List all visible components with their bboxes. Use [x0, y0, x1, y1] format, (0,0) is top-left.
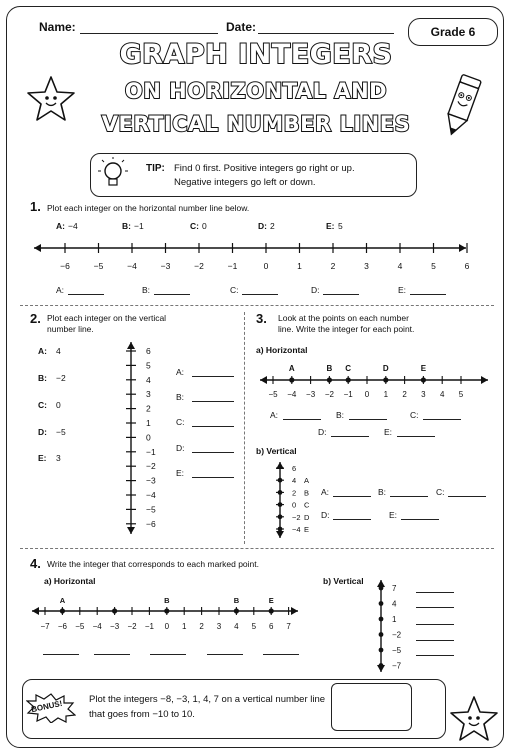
- point-label: E: [268, 596, 274, 605]
- q2-answer-label: D:: [176, 443, 185, 453]
- q1-answer-label: A:: [56, 285, 65, 295]
- point-label: B: [164, 596, 170, 605]
- plotted-point: [60, 608, 65, 613]
- q1-number-line[interactable]: [30, 238, 474, 274]
- tick-label: −2: [146, 461, 156, 472]
- point-label: D: [382, 364, 389, 373]
- tick-label: 5: [458, 390, 464, 399]
- q3-a-answer-label: C:: [410, 410, 419, 420]
- tick-label: 5: [251, 622, 257, 631]
- tick-label: 3: [146, 389, 151, 400]
- tick-label: 2: [402, 390, 407, 399]
- plotted-point: [278, 502, 283, 507]
- section-divider: [20, 548, 494, 549]
- tick-label: −3: [146, 475, 156, 486]
- tick-label: −2: [194, 261, 204, 271]
- q3-a-answer-label: A:: [270, 410, 279, 420]
- q1-answer-label: D:: [311, 285, 320, 295]
- q3-horizontal-number-line: [258, 362, 490, 400]
- plotted-point: [379, 601, 384, 606]
- q3-b-answer-label: D:: [321, 510, 330, 520]
- point-label: A: [304, 476, 310, 486]
- tick-label: 6: [292, 464, 297, 473]
- q4-b-answer-blank[interactable]: [416, 592, 454, 593]
- tick-label: 3: [364, 261, 369, 271]
- plotted-point: [164, 608, 169, 613]
- q1-answer-label: B:: [142, 285, 151, 295]
- q1-given-letter: D:: [258, 221, 267, 231]
- tick-label: 2: [146, 403, 151, 414]
- tick-label: −5: [146, 504, 156, 515]
- tick-label: −2: [392, 630, 402, 640]
- tick-label: −7: [40, 622, 50, 631]
- q3-a-answer-label: D:: [318, 427, 327, 437]
- point-label: B: [326, 364, 333, 373]
- tick-label: −2: [324, 390, 334, 399]
- q1-given-letter: B:: [122, 221, 131, 231]
- q3-a-label: a) Horizontal: [256, 345, 308, 355]
- tick-label: 4: [392, 599, 397, 609]
- q3-b-answer-blank[interactable]: [333, 496, 371, 497]
- point-label: A: [288, 364, 295, 373]
- q3-a-answer-blank[interactable]: [423, 419, 461, 420]
- tick-label: 6: [464, 261, 470, 271]
- q2-text-2: number line.: [47, 324, 94, 334]
- plotted-point: [421, 377, 426, 382]
- name-label: Name:: [39, 20, 76, 34]
- q4-a-answer-blank[interactable]: [43, 654, 79, 655]
- tick-label: 2: [330, 261, 336, 271]
- q4-a-answer-blank[interactable]: [263, 654, 299, 655]
- q1-given-value: 2: [270, 221, 275, 231]
- bonus-badge: BONUS!: [30, 698, 64, 715]
- tick-label: −1: [146, 446, 156, 457]
- tick-label: −7: [392, 661, 402, 671]
- plotted-point: [383, 377, 388, 382]
- q1-given-letter: E:: [326, 221, 335, 231]
- q1-answer-blank[interactable]: [154, 294, 190, 295]
- q3-b-answer-label: B:: [378, 487, 387, 497]
- q3-vertical-number-line: [270, 460, 318, 542]
- tick-label: 1: [297, 261, 302, 271]
- tick-label: −4: [127, 261, 137, 271]
- grade-badge: Grade 6: [408, 18, 498, 46]
- point-label: C: [345, 364, 352, 373]
- tick-label: 5: [146, 360, 151, 371]
- q2-answer-label: C:: [176, 417, 185, 427]
- bonus-line-2: that goes from −10 to 10.: [89, 709, 195, 720]
- arrow-down-icon: [276, 531, 284, 538]
- q2-answer-blank[interactable]: [192, 426, 234, 427]
- q3-b-label: b) Vertical: [256, 446, 297, 456]
- plotted-point: [379, 586, 384, 591]
- tick-label: 0: [146, 432, 151, 443]
- tick-label: 6: [146, 346, 151, 356]
- q4-b-answer-blank[interactable]: [416, 624, 454, 625]
- tick-label: 5: [431, 261, 436, 271]
- tick-label: −4: [146, 490, 156, 500]
- date-blank[interactable]: [258, 33, 394, 34]
- q4-b-answer-blank[interactable]: [416, 640, 454, 641]
- q3-b-answer-blank[interactable]: [448, 496, 486, 497]
- plotted-point: [234, 608, 239, 613]
- lightbulb-icon: [97, 157, 129, 193]
- plotted-point: [278, 514, 283, 519]
- tick-label: −2: [292, 512, 301, 522]
- q4-text: Write the integer that corresponds to each marked point.: [47, 559, 259, 569]
- q3-b-answer-blank[interactable]: [401, 519, 439, 520]
- q4-b-answer-blank[interactable]: [416, 655, 454, 656]
- q1-given-value: 5: [338, 221, 343, 231]
- tick-label: 3: [421, 390, 426, 399]
- q2-answer-blank[interactable]: [192, 477, 234, 478]
- point-label: B: [304, 488, 310, 498]
- plotted-point: [278, 490, 283, 495]
- q4-a-answer-blank[interactable]: [150, 654, 186, 655]
- q3-a-answer-blank[interactable]: [331, 436, 369, 437]
- tick-label: 1: [146, 418, 151, 428]
- tick-label: −3: [160, 261, 171, 271]
- q3-a-answer-blank[interactable]: [397, 436, 435, 437]
- plotted-point: [379, 617, 384, 622]
- tip-box: [90, 153, 417, 197]
- tick-label: −6: [146, 518, 156, 529]
- tick-label: 2: [199, 622, 204, 631]
- q4-number: 4.: [30, 556, 41, 571]
- q2-given-value: 0: [56, 400, 61, 410]
- point-label: D: [304, 512, 310, 522]
- tick-label: −5: [93, 261, 104, 271]
- q1-given-value: −4: [68, 221, 78, 231]
- pencil-mascot-icon: [437, 70, 487, 140]
- plotted-point: [379, 663, 384, 668]
- q4-horizontal-number-line: [30, 593, 304, 635]
- name-blank[interactable]: [80, 33, 218, 34]
- q1-text: Plot each integer on the horizontal number line below.: [47, 203, 250, 213]
- tick-label: −2: [127, 622, 137, 631]
- tick-label: −4: [292, 525, 301, 534]
- tick-label: 4: [397, 261, 403, 271]
- q3-b-answer-blank[interactable]: [333, 519, 371, 520]
- arrow-left-icon: [34, 244, 41, 252]
- plotted-point: [269, 608, 274, 613]
- point-label: A: [59, 596, 66, 605]
- q3-b-answer-label: E:: [389, 510, 398, 520]
- bonus-line-1: Plot the integers −8, −3, 1, 4, 7 on a vertical number line: [89, 694, 326, 705]
- q1-given-value: −1: [134, 221, 144, 231]
- tick-label: −4: [92, 622, 102, 631]
- tick-label: −4: [287, 390, 297, 399]
- q3-b-answer-label: C:: [436, 487, 445, 497]
- tick-label: −1: [227, 261, 238, 271]
- plotted-point: [379, 632, 384, 637]
- tick-label: 2: [292, 488, 297, 498]
- tick-label: 0: [364, 390, 370, 399]
- q2-given-letter: C:: [38, 400, 47, 410]
- plotted-point: [289, 377, 294, 382]
- q3-text-1: Look at the points on each number: [278, 313, 409, 323]
- q3-a-answer-blank[interactable]: [283, 419, 321, 420]
- plotted-point: [278, 527, 283, 532]
- q1-number: 1.: [30, 199, 41, 214]
- q4-b-answer-blank[interactable]: [416, 607, 454, 608]
- q1-given-letter: C:: [190, 221, 199, 231]
- q1-answer-label: E:: [398, 285, 407, 295]
- q1-given-value: 0: [202, 221, 207, 231]
- q1-answer-blank[interactable]: [242, 294, 278, 295]
- tick-label: −1: [343, 390, 353, 399]
- section-divider: [20, 305, 494, 306]
- point-label: E: [420, 364, 427, 373]
- section-divider-vertical: [244, 312, 245, 544]
- q4-a-answer-blank[interactable]: [94, 654, 130, 655]
- date-label: Date:: [226, 20, 257, 34]
- tip-line-1: Find 0 first. Positive integers go right or up.: [174, 163, 355, 174]
- q2-given-letter: D:: [38, 427, 47, 437]
- q2-given-letter: E:: [38, 453, 47, 463]
- q2-given-value: −2: [56, 373, 66, 383]
- q4-b-label: b) Vertical: [323, 576, 364, 586]
- point-label: E: [304, 525, 310, 534]
- tick-label: −5: [392, 646, 402, 655]
- tick-label: 0: [263, 261, 269, 271]
- tick-label: 4: [292, 476, 297, 486]
- tick-label: 1: [181, 622, 187, 631]
- tick-label: −5: [75, 622, 85, 631]
- tick-label: 6: [268, 622, 274, 631]
- arrow-up-icon: [127, 342, 135, 349]
- tick-label: 1: [392, 615, 397, 624]
- q1-answer-blank[interactable]: [68, 294, 104, 295]
- arrow-right-icon: [481, 376, 488, 384]
- q2-number: 2.: [30, 311, 41, 326]
- q3-number: 3.: [256, 311, 267, 326]
- q2-given-value: 3: [56, 453, 61, 463]
- tick-label: 3: [216, 622, 222, 631]
- plotted-point: [346, 377, 351, 382]
- q2-given-letter: B:: [38, 373, 47, 383]
- q2-answer-blank[interactable]: [192, 452, 234, 453]
- q3-a-answer-label: B:: [336, 410, 345, 420]
- arrow-down-icon: [127, 527, 135, 534]
- tick-label: 4: [439, 390, 445, 399]
- point-label: C: [304, 500, 310, 510]
- plotted-point: [278, 478, 283, 483]
- q3-a-answer-label: E:: [384, 427, 393, 437]
- tip-label: TIP:: [146, 163, 165, 174]
- tick-label: 7: [286, 622, 291, 631]
- q2-given-value: −5: [56, 427, 66, 437]
- star-mascot-icon: [447, 694, 501, 746]
- q4-a-label: a) Horizontal: [44, 576, 96, 586]
- star-mascot-icon: [24, 74, 78, 124]
- q2-answer-blank[interactable]: [192, 401, 234, 402]
- plotted-point: [112, 608, 117, 613]
- q3-b-answer-blank[interactable]: [390, 496, 428, 497]
- title-line-3: VERTICAL NUMBER LINES: [101, 112, 411, 136]
- q3-text-2: line. Write the integer for each point.: [278, 324, 415, 334]
- tick-label: 0: [164, 622, 170, 631]
- q2-given-value: 4: [56, 346, 61, 356]
- q1-answer-blank[interactable]: [410, 294, 446, 295]
- q4-a-answer-blank[interactable]: [207, 654, 243, 655]
- q1-answer-label: C:: [230, 285, 239, 295]
- tick-label: 1: [383, 390, 389, 399]
- q2-text-1: Plot each integer on the vertical: [47, 313, 167, 323]
- q2-number-line[interactable]: [118, 338, 162, 538]
- title-line-1: GRAPH INTEGERS: [119, 39, 393, 70]
- title-line-2: ON HORIZONTAL AND: [124, 79, 388, 103]
- q3-b-answer-label: A:: [321, 487, 330, 497]
- tick-label: 4: [234, 622, 239, 631]
- tick-label: 7: [392, 584, 397, 593]
- tick-label: −3: [110, 622, 120, 631]
- plotted-point: [379, 648, 384, 653]
- tick-label: −6: [57, 622, 67, 631]
- q2-answer-label: B:: [176, 392, 185, 402]
- arrow-right-icon: [459, 244, 466, 252]
- q1-answer-blank[interactable]: [323, 294, 359, 295]
- q4-vertical-number-line: [370, 578, 410, 674]
- q2-answer-label: A:: [176, 367, 185, 377]
- tick-label: −1: [144, 622, 154, 631]
- q2-given-letter: A:: [38, 346, 47, 356]
- q3-a-answer-blank[interactable]: [349, 419, 387, 420]
- q1-given-letter: A:: [56, 221, 65, 231]
- tick-label: −5: [268, 390, 278, 399]
- tick-label: 0: [292, 500, 297, 510]
- q2-answer-label: E:: [176, 468, 185, 478]
- tick-label: 4: [146, 374, 151, 385]
- arrow-left-icon: [32, 607, 39, 615]
- bonus-answer-box[interactable]: [331, 683, 412, 731]
- arrow-right-icon: [291, 607, 298, 615]
- tip-line-2: Negative integers go left or down.: [174, 177, 316, 188]
- tick-label: −6: [60, 261, 70, 271]
- plotted-point: [327, 377, 332, 382]
- q2-answer-blank[interactable]: [192, 376, 234, 377]
- point-label: B: [233, 596, 240, 605]
- tick-label: −3: [306, 390, 316, 399]
- arrow-left-icon: [260, 376, 267, 384]
